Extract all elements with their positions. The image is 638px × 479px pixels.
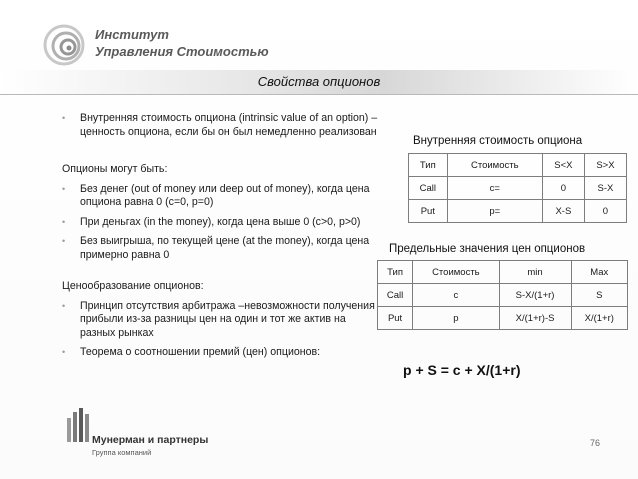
table-header-cell: Тип	[378, 261, 413, 284]
bullet-out-of-money: • Без денег (out of money или deep out of money), когда цена опциона равна 0 (с=0, р=0)	[62, 183, 380, 210]
table-header-cell: Тип	[409, 154, 448, 177]
page-number: 76	[590, 438, 601, 448]
company-name: Мунерман и партнеры	[92, 434, 209, 446]
table-cell: X/(1+r)	[571, 307, 627, 330]
table-header-row	[409, 154, 627, 177]
table-cell: p=	[447, 200, 542, 223]
institute-logo-icon	[43, 24, 85, 66]
table2-title: Предельные значения цен опционов	[389, 243, 586, 255]
table-cell: Call	[378, 284, 413, 307]
table-header-cell: S>X	[584, 154, 626, 177]
table-cell: c	[413, 284, 499, 307]
bullet-in-the-money: • При деньгах (in the money), когда цена выше 0 (с>0, р>0)	[62, 216, 380, 230]
table-row	[409, 200, 627, 223]
table-cell: Call	[409, 177, 448, 200]
slide-title: Свойства опционов	[257, 74, 381, 89]
table-cell: S	[571, 284, 627, 307]
table-header-row	[378, 261, 628, 284]
heading-option-pricing: Ценообразование опционов:	[62, 280, 204, 292]
company-logo-icon	[66, 408, 92, 442]
put-call-parity-formula: p + S = c + X/(1+r)	[403, 362, 521, 378]
bullet-at-the-money: • Без выигрыша, по текущей цене (at the money), когда цена примерно равна 0	[62, 235, 380, 262]
table1-title: Внутренняя стоимость опциона	[413, 135, 583, 147]
table-cell: X/(1+r)-S	[499, 307, 571, 330]
table-header-cell: Стоимость	[413, 261, 499, 284]
table-cell: S-X	[584, 177, 626, 200]
heading-options-can-be: Опционы могут быть:	[62, 163, 168, 175]
table-cell: X-S	[542, 200, 584, 223]
table-cell: 0	[584, 200, 626, 223]
price-bounds-table	[377, 260, 628, 330]
table-header-cell: Стоимость	[447, 154, 542, 177]
bullet-no-arbitrage: • Принцип отсутствия арбитража –невозможности получения прибыли из-за разницы цен на один и тот же актив на разных рынках	[62, 300, 380, 341]
table-row	[378, 307, 628, 330]
institute-logo	[43, 22, 283, 72]
bullet-intrinsic-value: • Внутренняя стоимость опциона (intrinsic value of an option) – ценность опциона, если бы он был немедленно реализован	[62, 112, 380, 139]
left-column	[62, 112, 380, 366]
table-cell: 0	[542, 177, 584, 200]
table-cell: Put	[409, 200, 448, 223]
intrinsic-value-table	[408, 153, 627, 223]
logo-line2: Управления Стоимостью	[95, 44, 269, 59]
table-cell: Put	[378, 307, 413, 330]
table-cell: S-X/(1+r)	[499, 284, 571, 307]
table-row	[409, 177, 627, 200]
table-cell: p	[413, 307, 499, 330]
table-header-cell: S<X	[542, 154, 584, 177]
table-cell: c=	[447, 177, 542, 200]
company-group: Группа компаний	[92, 448, 152, 457]
table-header-cell: Max	[571, 261, 627, 284]
bullet-parity-theorem: • Теорема о соотношении премий (цен) опционов:	[62, 346, 380, 360]
logo-line1: Институт	[95, 27, 169, 42]
company-logo	[64, 408, 244, 458]
table-header-cell: min	[499, 261, 571, 284]
table-row	[378, 284, 628, 307]
